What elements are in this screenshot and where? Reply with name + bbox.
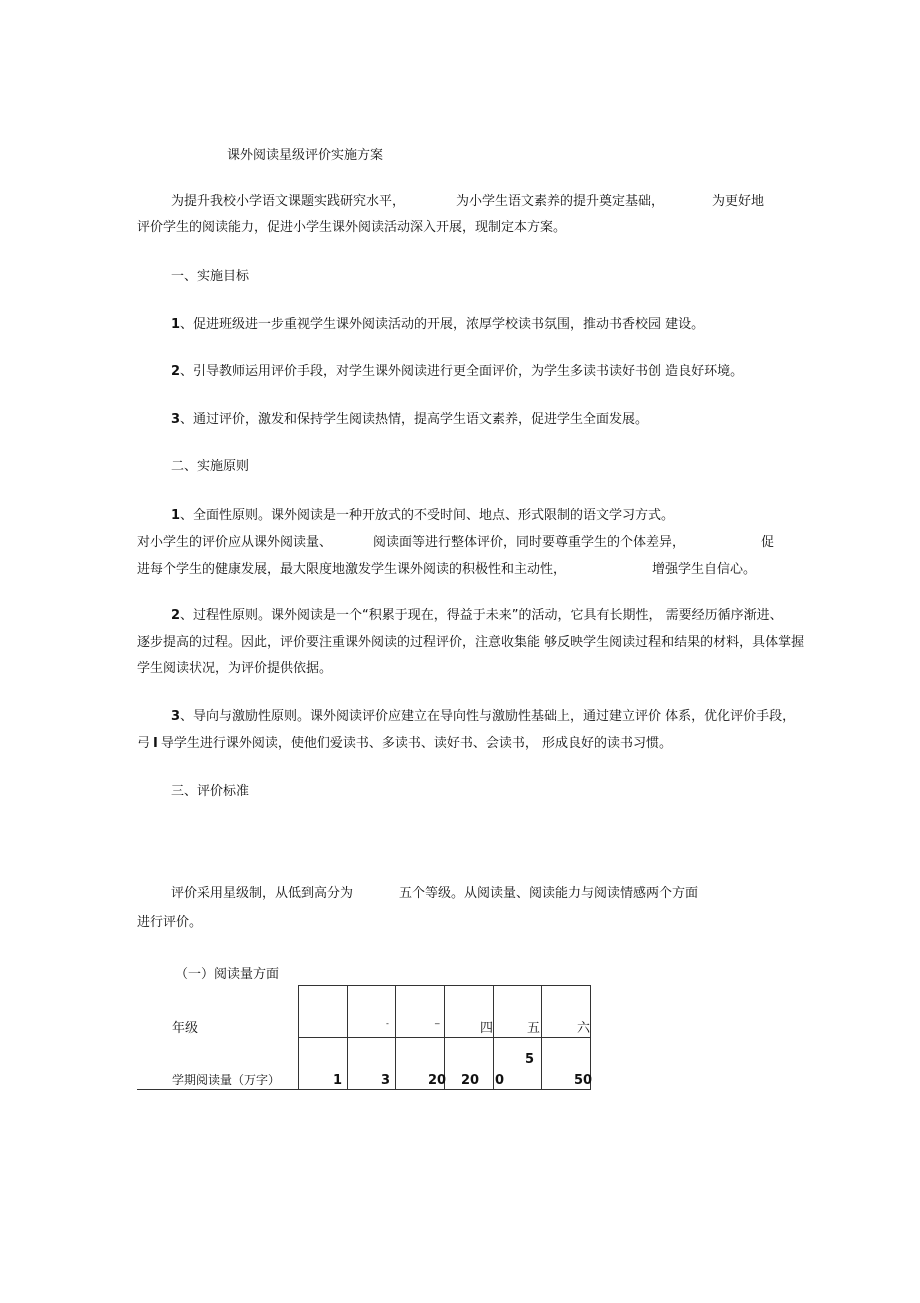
text-fragment-bold: I bbox=[153, 736, 158, 751]
amount-cell: 50 bbox=[574, 1073, 593, 1088]
section1-item-1 bbox=[171, 318, 704, 331]
principle-1-line-2b: 阅读面等进行整体评价，同时要尊重学生的个体差异， bbox=[373, 535, 686, 550]
principle-1-line-3a: 进每个学生的健康发展，最大限度地激发学生课外阅读的积极性和主动性， bbox=[137, 562, 567, 577]
item-text: 、促进班级进一步重视学生课外阅读活动的开展，浓厚学校读书氛围，推动书香校园 建设。 bbox=[180, 317, 705, 332]
intro-line-1c: 为更好地 bbox=[712, 194, 765, 209]
text-fragment: 弓 bbox=[137, 736, 151, 751]
item-text: 、通过评价，激发和保持学生阅读热情，提高学生语文素养，促进学生全面发展。 bbox=[180, 412, 649, 427]
table-col-line bbox=[395, 985, 396, 1090]
intro-line-2: 评价学生的阅读能力，促进小学生课外阅读活动深入开展，现制定本方案。 bbox=[137, 220, 567, 235]
page-title: 课外阅读星级评价实施方案 bbox=[227, 148, 384, 163]
item-number: 3 bbox=[171, 709, 181, 724]
principle-1-line-1 bbox=[171, 509, 674, 522]
text-fragment: 导学生进行课外阅读，使他们爱读书、多读书、读好书、会读书， 形成良好的读书习惯。 bbox=[160, 736, 672, 751]
item-text: 、导向与激励性原则。课外阅读评价应建立在导向性与激励性基础上，通过建立评价 体系，优化评价手段， bbox=[180, 709, 796, 724]
row-label-grade: 年级 bbox=[172, 1021, 199, 1036]
principle-3-line-1 bbox=[171, 710, 795, 723]
section1-heading: 一、实施目标 bbox=[171, 269, 250, 284]
principle-2-line-1 bbox=[171, 609, 783, 622]
intro-line-1b: 为小学生语文素养的提升奠定基础， bbox=[456, 194, 665, 209]
rating-line-2: 进行评价。 bbox=[137, 915, 203, 930]
table-col-line bbox=[298, 985, 299, 1090]
table-col-line bbox=[541, 985, 542, 1090]
item-text: 、全面性原则。课外阅读是一种开放式的不受时间、地点、形式限制的语文学习方式。 bbox=[180, 508, 675, 523]
item-number: 3 bbox=[171, 412, 181, 427]
item-number: 2 bbox=[171, 364, 181, 379]
amount-cell: 20 bbox=[461, 1073, 480, 1088]
reading-amount-table bbox=[137, 985, 591, 1090]
section3-heading: 三、评价标准 bbox=[171, 784, 250, 799]
principle-2-line-3: 学生阅读状况，为评价提供依据。 bbox=[137, 661, 333, 676]
grade-cell: 四 bbox=[480, 1021, 494, 1036]
table-col-line bbox=[347, 985, 348, 1090]
rating-line-1b: 五个等级。从阅读量、阅读能力与阅读情感两个方面 bbox=[399, 886, 699, 901]
section1-item-3 bbox=[171, 413, 648, 426]
principle-1-line-2a: 对小学生的评价应从课外阅读量、 bbox=[137, 535, 333, 550]
table-col-line bbox=[493, 985, 494, 1090]
principle-3-line-2 bbox=[137, 737, 672, 750]
amount-cell: 20 bbox=[428, 1073, 447, 1088]
item-text: 、引导教师运用评价手段，对学生课外阅读进行更全面评价，为学生多读书读好书创 造良好环境。 bbox=[180, 364, 744, 379]
item-text: 、过程性原则。课外阅读是一个“积累于现在，得益于未来”的活动，它具有长期性， 需要经历循序渐进、 bbox=[180, 608, 783, 623]
amount-cell: 0 bbox=[495, 1073, 505, 1088]
principle-1-line-3b: 增强学生自信心。 bbox=[652, 562, 757, 577]
subsection-heading: （一）阅读量方面 bbox=[175, 967, 280, 982]
grade-cell: 六 bbox=[577, 1021, 591, 1036]
rating-line-1a: 评价采用星级制，从低到高分为 bbox=[171, 886, 354, 901]
grade-cell: _ bbox=[435, 1015, 440, 1025]
item-number: 1 bbox=[171, 317, 181, 332]
section1-item-2 bbox=[171, 365, 743, 378]
intro-line-1a: 为提升我校小学语文课题实践研究水平， bbox=[171, 194, 406, 209]
item-number: 1 bbox=[171, 508, 181, 523]
table-rule-bottom bbox=[137, 1089, 591, 1090]
amount-cell: 1 bbox=[333, 1073, 343, 1088]
section2-heading: 二、实施原则 bbox=[171, 459, 250, 474]
amount-cell: 5 bbox=[525, 1052, 535, 1067]
item-number: 2 bbox=[171, 608, 181, 623]
grade-cell: - bbox=[386, 1019, 389, 1028]
principle-1-line-2c: 促 bbox=[761, 535, 775, 550]
grade-cell: 五 bbox=[527, 1021, 541, 1036]
row-label-amount: 学期阅读量（万字） bbox=[172, 1073, 281, 1087]
principle-2-line-2: 逐步提高的过程。因此，评价要注重课外阅读的过程评价，注意收集能 够反映学生阅读过程和结果的材料，具体掌握 bbox=[137, 635, 805, 650]
amount-cell: 3 bbox=[381, 1073, 391, 1088]
